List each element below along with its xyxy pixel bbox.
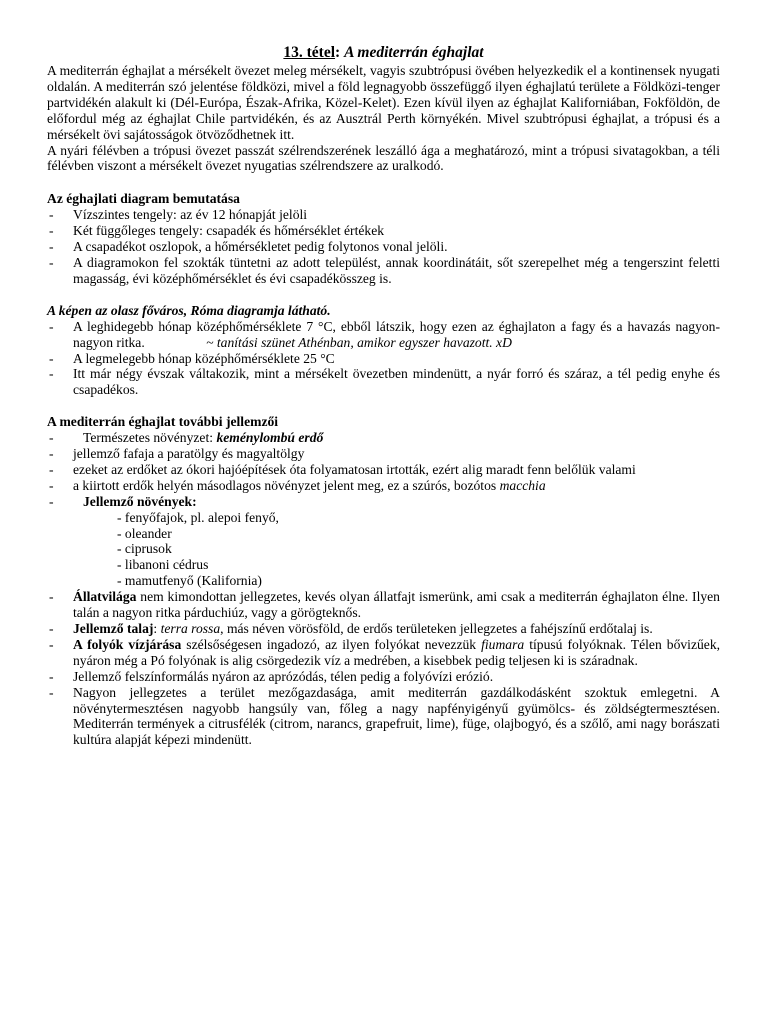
title-colon: : bbox=[335, 44, 341, 61]
soil-colon: : bbox=[153, 621, 158, 636]
rivers-label: A folyók vízjárása bbox=[73, 636, 182, 652]
roma-section-heading: A képen az olasz főváros, Róma diagramja látható. bbox=[47, 302, 331, 318]
fauna-text: nem kimondottan jellegzetes, kevés olyan állatfajt ismerünk, ami csak a mediterrán éghajlaton élne. Ilyen talán a nagyon ritka párduchiúz, vagy a görögteknős. bbox=[73, 589, 720, 621]
plant-item: - mamutfenyő (Kalifornia) bbox=[117, 573, 262, 589]
list-item: - A legmelegebb hónap középhőmérséklete 25 °C bbox=[47, 351, 720, 367]
soil-italic: terra rossa bbox=[160, 621, 221, 636]
rivers-text-2: típusú folyóknak. Télen bővizűek, nyáron még a Pó folyónak is alig csörgedezik víz a medrében, a kisebbek pedig teljesen ki is száradnak. bbox=[73, 636, 721, 668]
plant-item: - libanoni cédrus bbox=[117, 557, 209, 573]
plant-item: - ciprusok bbox=[117, 541, 172, 557]
list-item bbox=[47, 494, 720, 589]
intro-paragraph-1: A mediterrán éghajlat a mérsékelt övezet meleg mérsékelt, vagyis szubtrópusi övében helyezkedik el a kontinensek nyugati oldalán. A mediterrán szó jelentése földközi, mivel a föld legnagyobb összefüggő ilyen éghajlatú területe a Földközi-tenger partvidékén alakult ki (Dél-Európa, Észak-Afrika, Közel-Kelet). Ezen kívül ilyen az éghajlat Kaliforniában, Fokföldön, de előfordul még az éghajlat Chile partvidékén, és az Ausztrál Perth környékén. Mivel szubtrópusi éghajlat, a trópusi és a mérsékelt övi sajátosságok ötvöződhetnek itt. bbox=[47, 63, 720, 142]
soil-text: , más néven vörösföld, de erdős területeken jellegzetes a fahéjszínű erdőtalaj is. bbox=[220, 621, 653, 636]
rivers-italic: fiumara bbox=[481, 636, 525, 652]
title-topic: A mediterrán éghajlat bbox=[344, 44, 484, 61]
list-item bbox=[47, 319, 720, 351]
page-title bbox=[47, 0, 720, 63]
list-item bbox=[47, 430, 720, 446]
macchia-text: a kiirtott erdők helyén másodlagos növényzet jelent meg, ez a szúrós, bozótos bbox=[73, 477, 497, 493]
list-item: - Két függőleges tengely: csapadék és hőmérséklet értékek bbox=[47, 223, 720, 239]
plant-item: - fenyőfajok, pl. alepoi fenyő, bbox=[117, 509, 279, 525]
plants-label: Jellemző növények: bbox=[83, 493, 197, 509]
list-item: - jellemző fafaja a paratölgy és magyaltölgy bbox=[47, 446, 720, 462]
list-item bbox=[47, 621, 720, 637]
diagram-list bbox=[47, 207, 720, 287]
features-list bbox=[47, 430, 720, 748]
list-item bbox=[47, 637, 720, 669]
list-item bbox=[47, 478, 720, 494]
list-item: - Jellemző felszínformálás nyáron az aprózódás, télen pedig a folyóvízi erózió. bbox=[47, 669, 720, 685]
roma-list bbox=[47, 319, 720, 399]
rivers-text-1: szélsőségesen ingadozó, az ilyen folyókat nevezzük bbox=[186, 636, 477, 652]
vegetation-label: Természetes növényzet: bbox=[83, 430, 214, 446]
list-item bbox=[47, 589, 720, 621]
list-item: - Vízszintes tengely: az év 12 hónapját jelöli bbox=[47, 207, 720, 223]
more-section-heading: A mediterrán éghajlat további jellemzői bbox=[47, 414, 279, 430]
vegetation-value: keménylombú erdő bbox=[216, 430, 324, 446]
coldest-month-text: A leghidegebb hónap középhőmérséklete 7 °C, ebből látszik, hogy ezen az éghajlaton a fagy és a havazás nagyon-nagyon ritka. bbox=[73, 318, 720, 350]
list-item: - ezeket az erdőket az ókori hajóépítések óta folyamatosan irtották, ezért alig maradt fenn belőlük valami bbox=[47, 462, 720, 478]
diagram-section-heading: Az éghajlati diagram bemutatása bbox=[47, 191, 240, 207]
list-item: - Itt már négy évszak váltakozik, mint a mérsékelt övezetben mindenütt, a nyár forró és száraz, a tél pedig enyhe és csapadékos. bbox=[47, 366, 720, 398]
side-note: ~ tanítási szünet Athénban, amikor egyszer havazott. xD bbox=[206, 334, 512, 350]
list-item: - Nagyon jellegzetes a terület mezőgazdasága, amit mediterrán gazdálkodásként szoktuk emlegetni. A növénytermesztésen nagyobb hangsúly van, főleg a nagy napfényigényű gyümölcs- és zöldségtermesztésen. Mediterrán termények a citrusfélék (citrom, narancs, grapefruit, lime), füge, olajbogyó, és a szőlő, ami nagy borászati kultúra alapját képezi mindenütt. bbox=[47, 685, 720, 749]
plant-item: - oleander bbox=[117, 525, 172, 541]
fauna-label: Állatvilága bbox=[73, 589, 137, 605]
macchia-word: macchia bbox=[499, 477, 546, 493]
plants-list bbox=[73, 510, 720, 590]
list-item: - A csapadékot oszlopok, a hőmérsékletet pedig folytonos vonal jelöli. bbox=[47, 239, 720, 255]
list-item: - A diagramokon fel szokták tüntetni az adott települést, annak koordinátáit, sőt szerepelhet még a tengerszint feletti magasság, évi középhőmérséklet és évi csapadékösszeg is. bbox=[47, 255, 720, 287]
soil-label: Jellemző talaj bbox=[73, 621, 154, 636]
title-number: 13. tétel bbox=[283, 44, 336, 61]
intro-paragraph-2: A nyári félévben a trópusi övezet passzát szélrendszerének leszálló ága a meghatározó, mint a trópusi sivatagokban, a téli félévben viszont a mérsékelt övezet nyugatias szélrendszere az uralkodó. bbox=[47, 142, 720, 174]
